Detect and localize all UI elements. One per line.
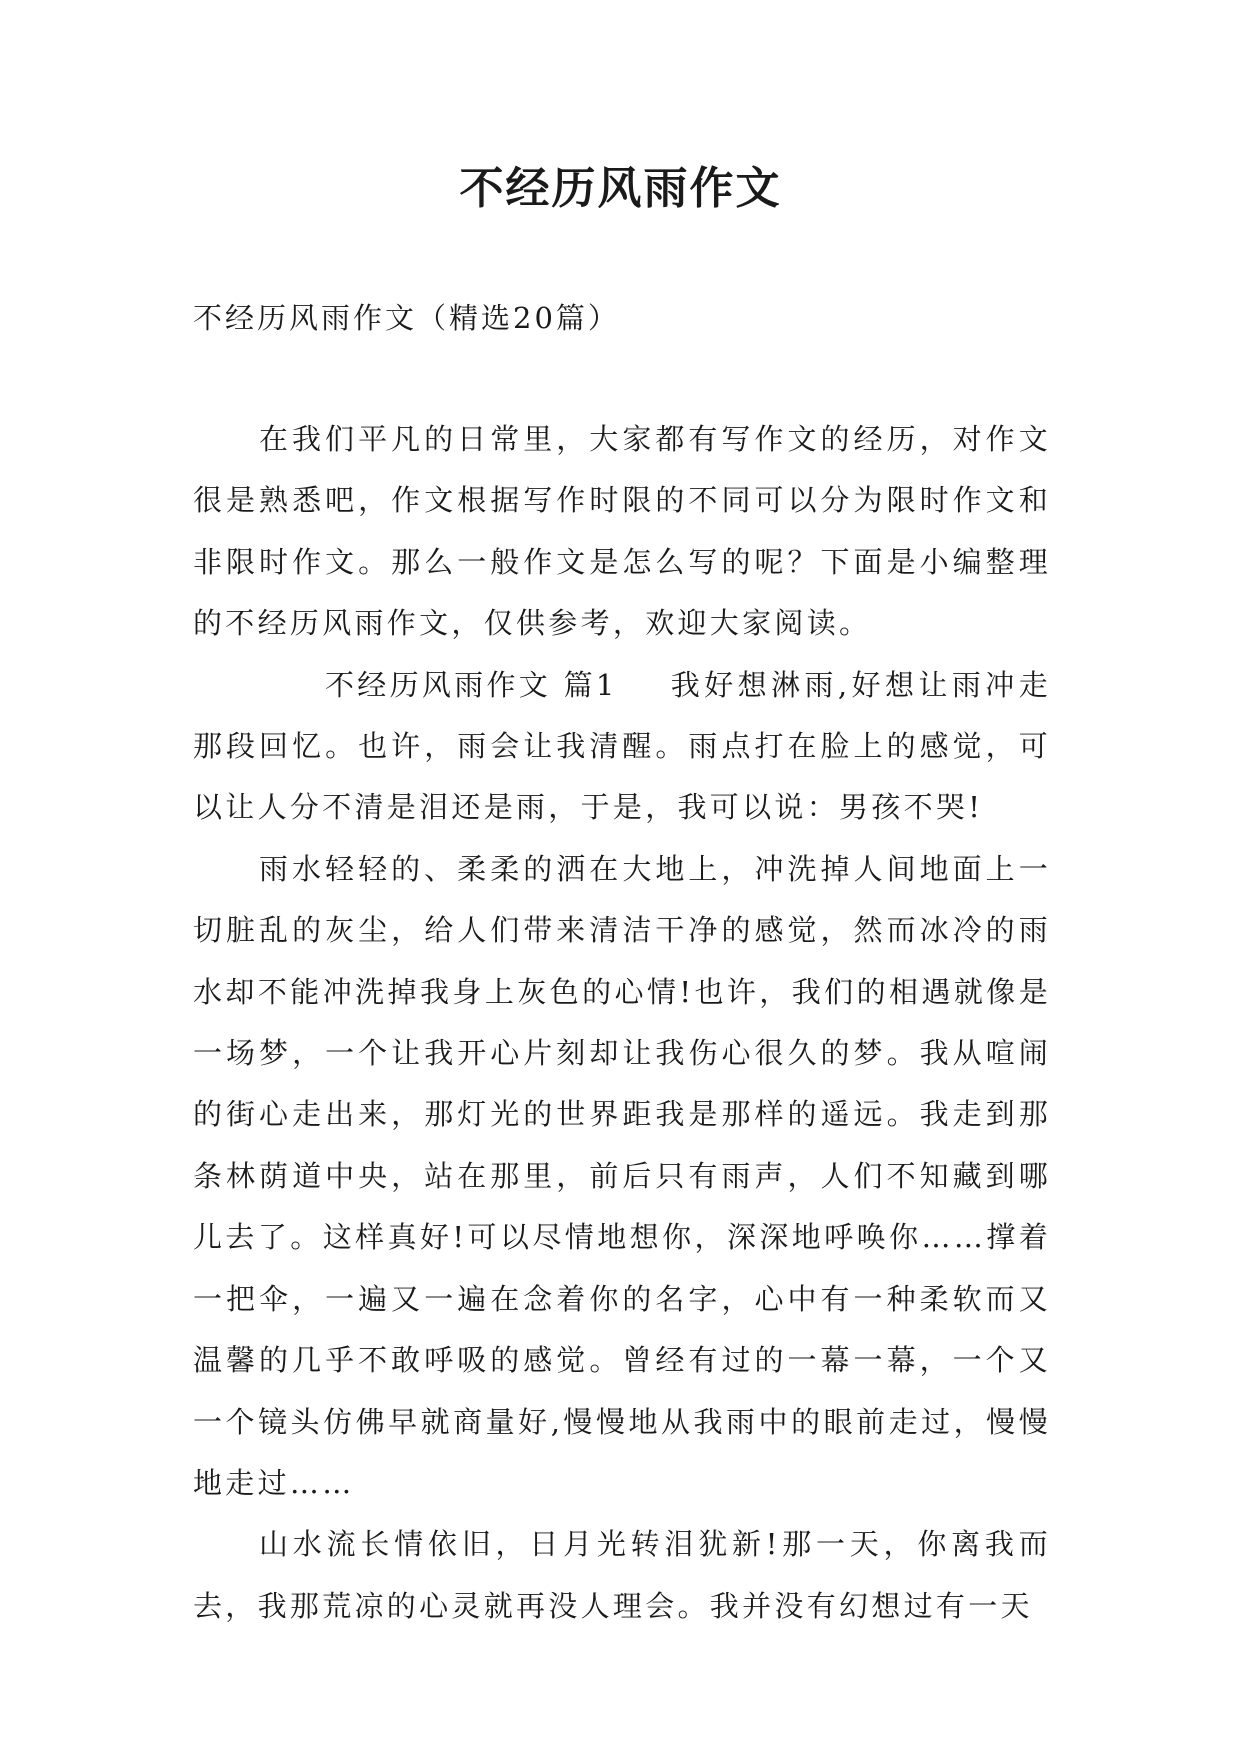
document-title: 不经历风雨作文 [459,163,782,214]
chapter-1-paragraph-3: 山水流长情依旧，日月光转泪犹新!那一天，你离我而去，我那荒凉的心灵就再没人理会。我并没有幻想过有一天 [193,1527,1051,1623]
chapter-1-paragraph-2: 雨水轻轻的、柔柔的洒在大地上，冲洗掉人间地面上一切脏乱的灰尘，给人们带来清洁干净的感觉，然而冰冷的雨水却不能冲洗掉我身上灰色的心情!也许，我们的相遇就像是一场梦，一个让我开心片刻却让我伤心很久的梦。我从喧闹的街心走出来，那灯光的世界距我是那样的遥远。我走到那条林荫道中央，站在那里，前后只有雨声，人们不知藏到哪儿去了。这样真好!可以尽情地想你，深深地呼唤你……撑着一把伞，一遍又一遍在念着你的名字，心中有一种柔软而又温馨的几乎不敢呼吸的感觉。曾经有过的一幕一幕，一个又一个镜头仿佛早就商量好,慢慢地从我雨中的眼前走过，慢慢地走过…… [193,851,1051,1500]
chapter-1-opening-text: 我好想淋雨,好想让雨冲走那段回忆。也许，雨会让我清醒。雨点打在脸上的感觉，可以让人分不清是泪还是雨，于是，我可以说：男孩不哭! [193,667,1051,825]
chapter-1-paragraph-1 [193,655,1051,839]
document-subtitle: 不经历风雨作文（精选20篇） [193,301,620,335]
intro-paragraph: 在我们平凡的日常里，大家都有写作文的经历，对作文很是熟悉吧，作文根据写作时限的不同可以分为限时作文和非限时作文。那么一般作文是怎么写的呢？下面是小编整理的不经历风雨作文，仅供参考，欢迎大家阅读。 [193,422,1051,641]
chapter-heading: 不经历风雨作文 篇1 [325,667,618,702]
document-body [193,409,1051,1637]
